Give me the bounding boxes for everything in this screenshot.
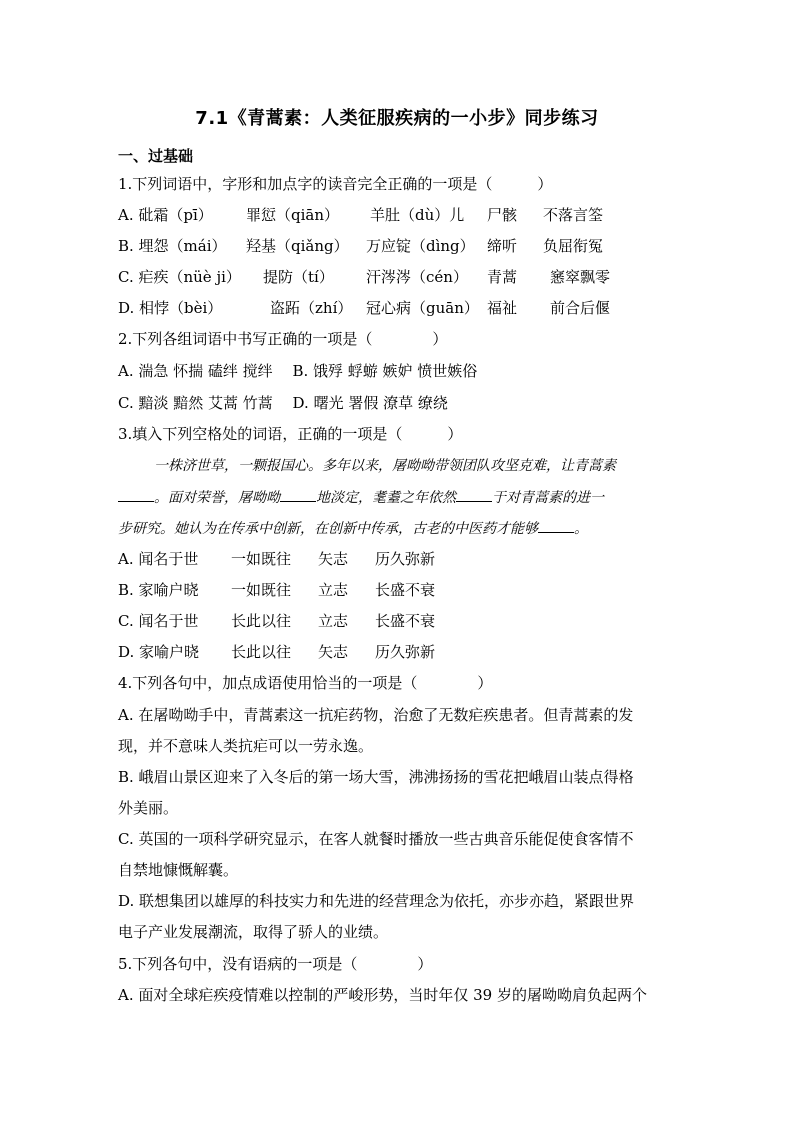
q1-d-term1: D. 相悖（bèi） bbox=[118, 299, 223, 317]
section-heading: 一、过基础 bbox=[118, 147, 194, 165]
q3-d-w4: 历久弥新 bbox=[375, 643, 436, 661]
q3-c-w4: 长盛不衰 bbox=[375, 612, 436, 630]
q1-c-term1: C. 疟疾（nüè ji） bbox=[118, 268, 241, 286]
q1-c-term4: 青蒿 bbox=[487, 268, 518, 286]
q3-option-a bbox=[118, 549, 678, 569]
q3-a-w1: A. 闻名于世 bbox=[118, 550, 199, 568]
q3-text-2c: 于对青蒿素的进一 bbox=[492, 490, 604, 506]
q4-option-b-line1: B. 峨眉山景区迎来了入冬后的第一场大雪，沸沸扬扬的雪花把峨眉山装点得格 bbox=[118, 768, 634, 786]
q3-d-w1: D. 家喻户晓 bbox=[118, 643, 200, 661]
q1-b-term4: 缔听 bbox=[487, 237, 518, 255]
q3-passage-line1: 一株济世草，一颗报国心。多年以来，屠呦呦带领团队攻坚克难，让青蒿素 bbox=[154, 458, 616, 474]
q4-option-d-line1: D. 联想集团以雄厚的科技实力和先进的经营理念为依托，亦步亦趋，紧跟世界 bbox=[118, 892, 635, 910]
q3-passage-line2 bbox=[118, 487, 678, 508]
q1-b-term2: 羟基（qiǎng） bbox=[246, 237, 349, 255]
q1-d-term4: 福祉 bbox=[487, 299, 518, 317]
q3-option-b bbox=[118, 580, 678, 600]
blank-2 bbox=[280, 487, 316, 502]
q2-options-ab: A. 湍急 怀揣 磕绊 搅绊 B. 饿殍 蜉蝣 嫉妒 愤世嫉俗 bbox=[118, 362, 478, 380]
q1-option-a bbox=[118, 205, 718, 225]
q1-c-term5: 窸窣飘零 bbox=[550, 268, 611, 286]
q1-a-term2: 罪愆（qiān） bbox=[246, 206, 340, 224]
q3-c-w2: 长此以往 bbox=[231, 612, 292, 630]
q4-option-c-line2: 自禁地慷慨解囊。 bbox=[118, 861, 239, 879]
q3-c-w1: C. 闻名于世 bbox=[118, 612, 199, 630]
q1-d-term3: 冠心病（guān） bbox=[366, 299, 479, 317]
q1-b-term1: B. 埋怨（mái） bbox=[118, 237, 227, 255]
q4-option-a-line1: A. 在屠呦呦手中，青蒿素这一抗疟药物，治愈了无数疟疾患者。但青蒿素的发 bbox=[118, 706, 634, 724]
q1-option-d bbox=[118, 298, 718, 318]
q1-a-term5: 不落言筌 bbox=[543, 206, 604, 224]
q1-c-term3: 汗涔涔（cén） bbox=[366, 268, 468, 286]
question-2-stem: 2.下列各组词语中书写正确的一项是（ ） bbox=[118, 330, 448, 348]
page-title: 7.1《青蒿素：人类征服疾病的一小步》同步练习 bbox=[195, 108, 599, 129]
q4-option-a-line2: 现，并不意味人类抗疟可以一劳永逸。 bbox=[118, 737, 374, 755]
q1-option-c bbox=[118, 267, 718, 287]
q5-option-a-line1: A. 面对全球疟疾疫情难以控制的严峻形势，当时年仅 39 岁的屠呦呦肩负起两个 bbox=[118, 986, 647, 1004]
q4-option-b-line2: 外美丽。 bbox=[118, 799, 179, 817]
question-5-stem: 5.下列各句中，没有语病的一项是（ ） bbox=[118, 955, 433, 973]
q4-option-c-line1: C. 英国的一项科学研究显示，在客人就餐时播放一些古典音乐能促使食客情不 bbox=[118, 830, 634, 848]
question-4-stem: 4.下列各句中，加点成语使用恰当的一项是（ ） bbox=[118, 674, 493, 692]
q4-option-d-line2: 电子产业发展潮流，取得了骄人的业绩。 bbox=[118, 923, 389, 941]
q3-b-w4: 长盛不衰 bbox=[375, 581, 436, 599]
q3-a-w4: 历久弥新 bbox=[375, 550, 436, 568]
q1-b-term5: 负屈衔冤 bbox=[543, 237, 604, 255]
question-1-stem: 1.下列词语中，字形和加点字的读音完全正确的一项是（ ） bbox=[118, 175, 553, 193]
q1-b-term3: 万应锭（dìng） bbox=[366, 237, 475, 255]
blank-4 bbox=[538, 518, 574, 533]
q2-options-cd: C. 黯淡 黯然 艾蒿 竹蒿 D. 曙光 署假 潦草 缭绕 bbox=[118, 394, 448, 412]
q3-b-w3: 立志 bbox=[318, 581, 349, 599]
q3-text-3b: 。 bbox=[574, 521, 588, 537]
q3-option-c bbox=[118, 611, 678, 631]
q3-d-w3: 矢志 bbox=[318, 643, 349, 661]
q3-c-w3: 立志 bbox=[318, 612, 349, 630]
q1-option-b bbox=[118, 236, 718, 256]
q1-c-term2: 提防（tí） bbox=[263, 268, 334, 286]
q1-a-term3: 羊肚（dù）儿 bbox=[370, 206, 465, 224]
q1-d-term5: 前合后偃 bbox=[550, 299, 611, 317]
q1-a-term4: 尸骸 bbox=[487, 206, 518, 224]
q3-option-d bbox=[118, 642, 678, 662]
q3-passage-line3 bbox=[118, 518, 678, 539]
q3-text-3a: 步研究。她认为在传承中创新，在创新中传承，古老的中医药才能够 bbox=[118, 521, 538, 537]
q1-a-term1: A. 砒霜（pī） bbox=[118, 206, 213, 224]
q3-d-w2: 长此以往 bbox=[231, 643, 292, 661]
q3-text-2a: 。面对荣誉，屠呦呦 bbox=[154, 490, 280, 506]
q3-a-w3: 矢志 bbox=[318, 550, 349, 568]
q1-d-term2: 盗跖（zhí） bbox=[270, 299, 353, 317]
q3-a-w2: 一如既往 bbox=[231, 550, 292, 568]
q3-b-w2: 一如既往 bbox=[231, 581, 292, 599]
blank-3 bbox=[456, 487, 492, 502]
q3-b-w1: B. 家喻户晓 bbox=[118, 581, 199, 599]
question-3-stem: 3.填入下列空格处的词语，正确的一项是（ ） bbox=[118, 425, 463, 443]
q3-text-2b: 地淡定，耄耋之年依然 bbox=[316, 490, 456, 506]
blank-1 bbox=[118, 487, 154, 502]
